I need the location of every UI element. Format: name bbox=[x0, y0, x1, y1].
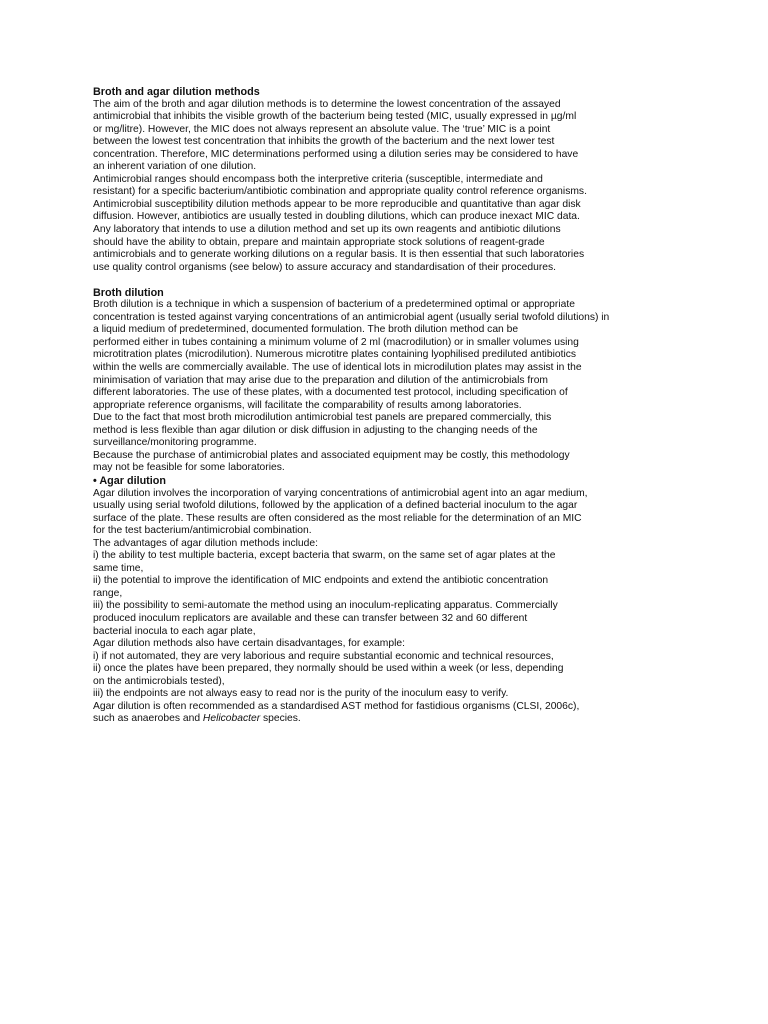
paragraph-line: may not be feasible for some laboratories. bbox=[93, 462, 285, 474]
paragraph-line: Because the purchase of antimicrobial plates and associated equipment may be costly, this methodology bbox=[93, 449, 570, 461]
list-item: ii) once the plates have been prepared, they normally should be used within a week (or less, depending bbox=[93, 663, 564, 675]
paragraph-line: different laboratories. The use of these plates, with a documented test protocol, including specification of bbox=[93, 387, 568, 399]
italic-genus-name: Helicobacter bbox=[202, 713, 261, 725]
paragraph-line: use quality control organisms (see below) to assure accuracy and standardisation of their procedures. bbox=[93, 261, 557, 273]
list-item: i) if not automated, they are very laborious and require substantial economic and technical resources, bbox=[93, 650, 554, 662]
paragraph-line: usually using serial twofold dilutions, followed by the application of a defined bacterial inoculum to the agar bbox=[93, 500, 578, 512]
list-item: produced inoculum replicators are available and these can transfer between 32 and 60 different bbox=[93, 612, 528, 624]
paragraph-line: surface of the plate. These results are often considered as the most reliable for the determination of an MIC bbox=[93, 512, 582, 524]
list-item: iii) the possibility to semi-automate the method using an inoculum-replicating apparatus. Commercially bbox=[93, 600, 558, 612]
paragraph-line: appropriate reference organisms, will facilitate the comparability of results among laboratories. bbox=[93, 399, 522, 411]
paragraph-line-last bbox=[93, 713, 693, 726]
paragraph-line: should have the ability to obtain, prepare and maintain appropriate stock solutions of reagent-grade bbox=[93, 236, 545, 248]
paragraph-line: resistant) for a specific bacterium/antibiotic combination and appropriate quality control reference organisms. bbox=[93, 186, 587, 198]
list-item: bacterial inocula to each agar plate, bbox=[93, 625, 256, 637]
paragraph-line: within the wells are commercially available. The use of identical lots in microdilution plates may assist in the bbox=[93, 362, 582, 374]
paragraph-line: Agar dilution involves the incorporation of varying concentrations of antimicrobial agent into an agar medium, bbox=[93, 487, 588, 499]
text-run: such as anaerobes and bbox=[93, 713, 203, 725]
paragraph-line: performed either in tubes containing a minimum volume of 2 ml (macrodilution) or in smaller volumes using bbox=[93, 336, 579, 348]
section-body-broth-dilution bbox=[93, 299, 693, 475]
list-item: same time, bbox=[93, 562, 144, 574]
paragraph-line: microtitration plates (microdilution). Numerous microtitre plates containing lyophilised prediluted antibiotics bbox=[93, 349, 577, 361]
paragraph-line: The aim of the broth and agar dilution methods is to determine the lowest concentration of the assayed bbox=[93, 98, 561, 110]
paragraph-line: minimisation of variation that may arise due to the preparation and dilution of the antimicrobials from bbox=[93, 374, 549, 386]
list-item: iii) the endpoints are not always easy to read nor is the purity of the inoculum easy to verify. bbox=[93, 688, 509, 700]
paragraph-line: Antimicrobial ranges should encompass both the interpretive criteria (susceptible, intermediate and bbox=[93, 173, 543, 185]
paragraph-line: concentration is tested against varying concentrations of an antimicrobial agent (usually serial twofold dilutions) in bbox=[93, 311, 610, 323]
section-heading-agar-dilution: • Agar dilution bbox=[93, 474, 166, 487]
section-body-broth-agar bbox=[93, 99, 693, 275]
paragraph-line: concentration. Therefore, MIC determinations performed using a dilution series may be considered to have bbox=[93, 148, 579, 160]
paragraph-line: Antimicrobial susceptibility dilution methods appear to be more reproducible and quantitative than agar disk bbox=[93, 198, 581, 210]
section-heading-broth-agar: Broth and agar dilution methods bbox=[93, 86, 260, 98]
paragraph-line: or mg/litre). However, the MIC does not always represent an absolute value. The ‘true’ MIC is a point bbox=[93, 123, 551, 135]
section-heading-broth-dilution: Broth dilution bbox=[93, 286, 164, 299]
paragraph-line: between the lowest test concentration that inhibits the growth of the bacterium and the next lower test bbox=[93, 136, 555, 148]
list-item: i) the ability to test multiple bacteria, except bacteria that swarm, on the same set of agar plates at the bbox=[93, 550, 556, 562]
paragraph-line: an inherent variation of one dilution. bbox=[93, 161, 257, 173]
paragraph-line: Any laboratory that intends to use a dilution method and set up its own reagents and antibiotic dilutions bbox=[93, 224, 561, 236]
paragraph-line: method is less flexible than agar dilution or disk diffusion in adjusting to the changing needs of the bbox=[93, 424, 538, 436]
paragraph-line: surveillance/monitoring programme. bbox=[93, 437, 257, 449]
paragraph-line: Agar dilution methods also have certain disadvantages, for example: bbox=[93, 638, 405, 650]
text-run: species. bbox=[260, 713, 301, 725]
section-body-agar-dilution bbox=[93, 488, 693, 726]
paragraph-line: antimicrobial that inhibits the visible growth of the bacterium being tested (MIC, usually expressed in µg/ml bbox=[93, 111, 577, 123]
paragraph-line: Agar dilution is often recommended as a standardised AST method for fastidious organisms (CLSI, 2006c), bbox=[93, 700, 580, 712]
list-item: ii) the potential to improve the identification of MIC endpoints and extend the antibiotic concentration bbox=[93, 575, 549, 587]
paragraph-line: diffusion. However, antibiotics are usually tested in doubling dilutions, which can produce inexact MIC data. bbox=[93, 211, 580, 223]
section-spacer bbox=[93, 274, 693, 287]
paragraph-line: a liquid medium of predetermined, documented formulation. The broth dilution method can be bbox=[93, 324, 519, 336]
paragraph-line: for the test bacterium/antimicrobial combination. bbox=[93, 525, 312, 537]
list-item: on the antimicrobials tested), bbox=[93, 675, 225, 687]
paragraph-line: Broth dilution is a technique in which a suspension of bacterium of a predetermined optimal or appropriate bbox=[93, 299, 575, 311]
paragraph-line: antimicrobials and to generate working dilutions on a regular basis. It is then essential that such laboratories bbox=[93, 249, 585, 261]
list-item: range, bbox=[93, 587, 123, 599]
paragraph-line: The advantages of agar dilution methods include: bbox=[93, 537, 318, 549]
document-page bbox=[93, 86, 693, 726]
paragraph-line: Due to the fact that most broth microdilution antimicrobial test panels are prepared commercially, this bbox=[93, 412, 552, 424]
